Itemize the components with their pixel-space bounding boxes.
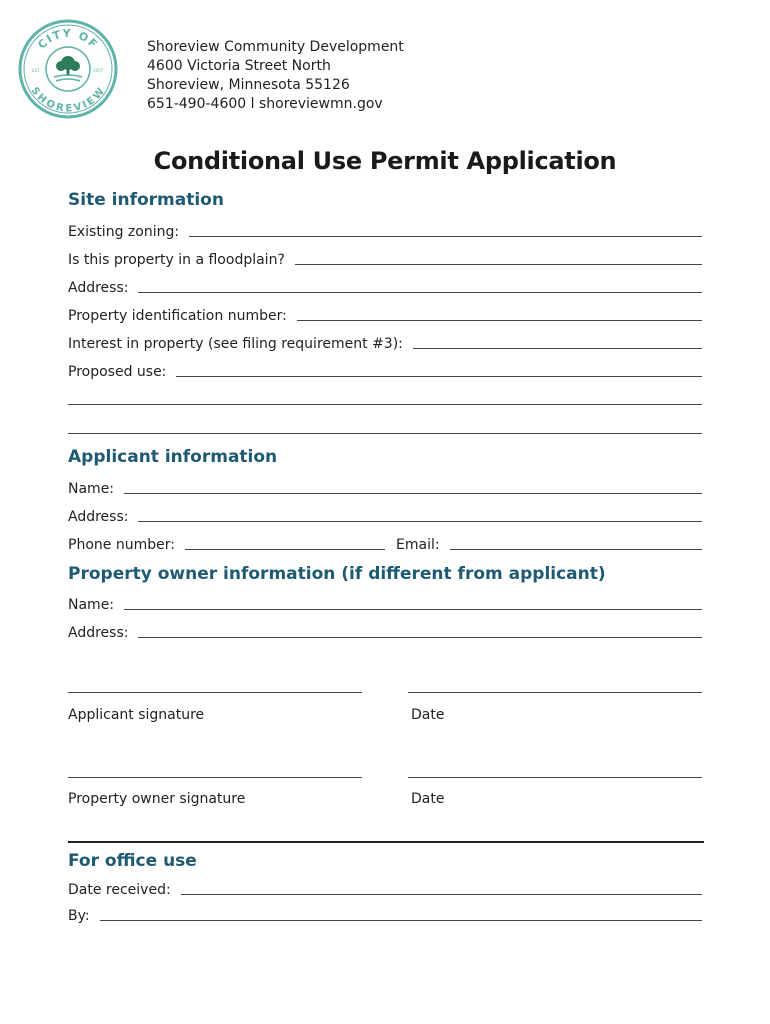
applicant-date-label: Date (411, 707, 445, 723)
applicant-address-field[interactable] (68, 505, 702, 525)
owner-signature-label: Property owner signature (68, 791, 246, 807)
svg-text:1957: 1957 (93, 68, 104, 73)
interest-line[interactable] (413, 347, 702, 349)
applicant-date-line[interactable] (408, 692, 702, 693)
owner-address-label: Address: (68, 625, 129, 641)
org-street: 4600 Victoria Street North (147, 58, 331, 74)
site-address-field[interactable] (68, 276, 702, 296)
floodplain-label: Is this property in a floodplain? (68, 252, 285, 268)
applicant-info-heading: Applicant information (68, 447, 278, 467)
existing-zoning-line[interactable] (189, 235, 702, 237)
org-city: Shoreview, Minnesota 55126 (147, 77, 350, 93)
site-address-label: Address: (68, 280, 129, 296)
proposed-use-line-3[interactable] (68, 433, 702, 434)
owner-info-heading: Property owner information (if different from applicant) (68, 564, 606, 584)
existing-zoning-label: Existing zoning: (68, 224, 180, 240)
owner-address-field[interactable] (68, 621, 702, 641)
office-use-heading: For office use (68, 851, 197, 871)
received-by-line[interactable] (100, 919, 702, 921)
applicant-phone-label: Phone number: (68, 537, 175, 553)
owner-name-field[interactable] (68, 593, 702, 613)
proposed-use-field[interactable] (68, 360, 702, 380)
applicant-address-line[interactable] (138, 520, 702, 522)
owner-date-label: Date (411, 791, 445, 807)
organization-address (147, 38, 404, 114)
date-received-line[interactable] (181, 893, 702, 895)
received-by-label: By: (68, 908, 90, 924)
interest-label: Interest in property (see filing requirement #3): (68, 336, 403, 352)
svg-text:CITY OF: CITY OF (35, 26, 101, 52)
date-received-field[interactable] (68, 878, 702, 898)
floodplain-field[interactable] (68, 248, 702, 268)
applicant-email-line[interactable] (450, 548, 702, 550)
applicant-phone-line[interactable] (185, 548, 385, 550)
owner-signature-line[interactable] (68, 777, 362, 778)
page-title: Conditional Use Permit Application (153, 147, 617, 175)
floodplain-line[interactable] (295, 263, 702, 265)
existing-zoning-field[interactable] (68, 220, 702, 240)
owner-address-line[interactable] (138, 636, 702, 638)
site-info-heading: Site information (68, 190, 224, 210)
applicant-email-label: Email: (396, 537, 440, 553)
proposed-use-label: Proposed use: (68, 364, 167, 380)
date-received-label: Date received: (68, 882, 171, 898)
pin-label: Property identification number: (68, 308, 287, 324)
received-by-field[interactable] (68, 904, 702, 924)
svg-text:SHOREVIEW: SHOREVIEW (28, 85, 108, 115)
applicant-signature-label: Applicant signature (68, 707, 205, 723)
applicant-name-label: Name: (68, 481, 115, 497)
applicant-name-line[interactable] (124, 492, 702, 494)
applicant-name-field[interactable] (68, 477, 702, 497)
svg-text:EST.: EST. (32, 68, 41, 73)
pin-line[interactable] (297, 319, 702, 321)
interest-field[interactable] (68, 332, 702, 352)
proposed-use-line[interactable] (176, 375, 702, 377)
applicant-address-label: Address: (68, 509, 129, 525)
org-contact: 651-490-4600 l shoreviewmn.gov (147, 96, 383, 112)
org-name: Shoreview Community Development (147, 39, 404, 55)
pin-field[interactable] (68, 304, 702, 324)
applicant-phone-field[interactable] (68, 533, 385, 553)
owner-date-line[interactable] (408, 777, 702, 778)
applicant-signature-line[interactable] (68, 692, 362, 693)
section-divider (68, 841, 704, 843)
proposed-use-line-2[interactable] (68, 404, 702, 405)
owner-name-line[interactable] (124, 608, 702, 610)
site-address-line[interactable] (138, 291, 702, 293)
owner-name-label: Name: (68, 597, 115, 613)
city-of-shoreview-logo (18, 19, 118, 119)
applicant-email-field[interactable] (396, 533, 702, 553)
